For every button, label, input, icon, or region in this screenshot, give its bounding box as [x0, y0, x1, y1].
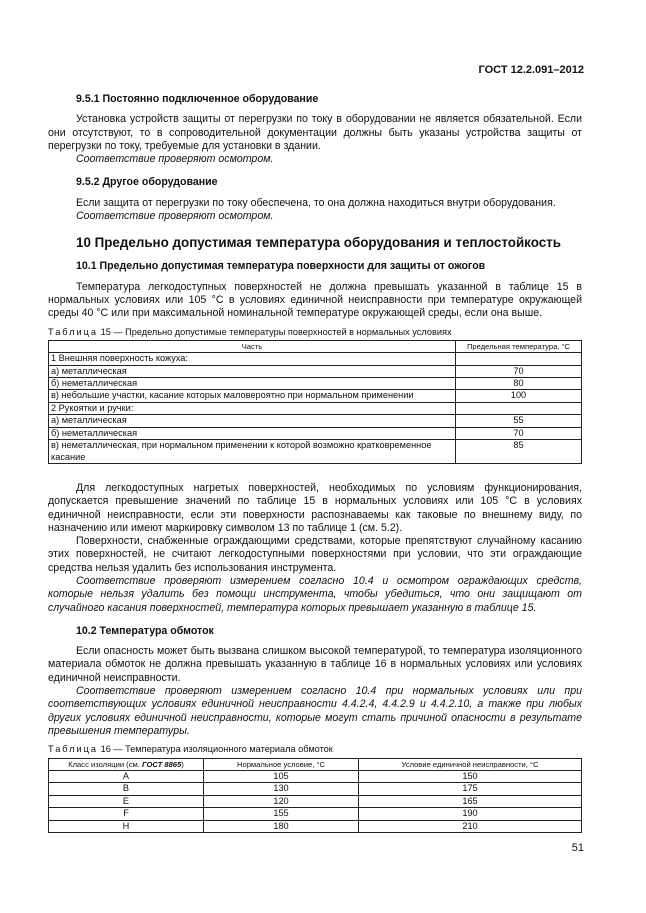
column-header-temperature: Предельная температура, °С	[456, 340, 582, 352]
table-15	[48, 340, 582, 464]
table-row: А 105 150	[49, 770, 582, 782]
paragraph: Если защита от перегрузки по току обеспечена, то она должна находиться внутри оборудования.	[76, 196, 556, 209]
column-header-normal: Нормальное условие, °С	[204, 758, 359, 770]
paragraph: Если опасность может быть вызвана слишком высокой температурой, то температура изоляционного материала обмоток не должна превышать указанную в таблице 16 в нормальных условиях или условиях единичной неисправности.	[48, 645, 582, 684]
column-header-part: Часть	[49, 340, 456, 352]
table-row: В 130 175	[49, 783, 582, 795]
table-row: Е 120 165	[49, 795, 582, 807]
table-row: а) металлическая 55	[49, 415, 582, 427]
paragraph: Поверхности, снабженные ограждающими средствами, которые препятствуют случайному касанию этих поверхностей, не считают легкодоступными поверхностями при условии, что эти ограждающие средства нельзя удалить без использования инструмента.	[48, 535, 582, 574]
column-header-fault: Условие единичной неисправности, °С	[359, 758, 582, 770]
table-row: в) неметаллическая, при нормальном применении к которой возможно кратковременное касание 85	[49, 440, 582, 464]
table-row: б) неметаллическая 80	[49, 378, 582, 390]
paragraph-compliance: Соответствие проверяют измерением согласно 10.4 при нормальных условиях или при соответствующих условиях единичной неисправности 4.4.2.4, 4.4.2.9 и 4.4.2.10, а также при любых других условиях единичной неисправности, которые могут стать причиной опасности в результате превышения температуры.	[48, 685, 582, 737]
document-code: ГОСТ 12.2.091–2012	[478, 64, 584, 76]
paragraph-compliance: Соответствие проверяют измерением согласно 10.4 и осмотром ограждающих средств, которые нельзя удалить без помощи инструмента, чтобы убедиться, что они защищают от случайного касания поверхностей, температура которых превышает указанную в таблице 15.	[48, 575, 582, 614]
page-content	[48, 93, 582, 833]
page-number: 51	[571, 842, 584, 854]
table-row: Н 180 210	[49, 820, 582, 832]
paragraph: Для легкодоступных нагретых поверхностей, необходимых по условиям функционирования, допускается превышение значений по таблице 15 в нормальных условиях или 105 °С в условиях единичной неисправности, если эти поверхности распознаваемы как таковые по внешнему виду, по назначению или имеют маркировку символом 13 по таблице 1 (см. 5.2).	[48, 481, 582, 534]
table-row: в) небольшие участки, касание которых маловероятно при нормальном применении 100	[49, 390, 582, 402]
table-16	[48, 758, 582, 833]
table-row: 1 Внешняя поверхность кожуха:	[49, 353, 582, 365]
table-row: F 155 190	[49, 808, 582, 820]
heading-9-5-1: 9.5.1 Постоянно подключенное оборудование	[76, 93, 319, 105]
heading-10: 10 Предельно допустимая температура оборудования и теплостойкость	[76, 235, 561, 251]
table-16-caption: Таблица 16 — Температура изоляционного материала обмоток	[48, 744, 333, 755]
table-row: 2 Рукоятки и ручки:	[49, 402, 582, 414]
table-row: б) неметаллическая 70	[49, 427, 582, 439]
paragraph: Температура легкодоступных поверхностей не должна превышать указанной в таблице 15 в нормальных условиях или 105 °С в условиях единичной неисправности при температуре окружающей среды 40 °С или при максимальной номинальной температуре окружающей среды, если она выше.	[48, 280, 582, 320]
paragraph: Установка устройств защиты от перегрузки по току в оборудовании не является обязательной. Если они отсутствуют, то в сопроводительной документации должны быть указаны устройства защиты от перегрузки по току, требуемые для установки в здании.	[48, 113, 582, 152]
column-header-insulation-class: Класс изоляции (см. ГОСТ 8865)	[49, 758, 204, 770]
table-15-caption: Таблица 15 — Предельно допустимые температуры поверхностей в нормальных условиях	[48, 326, 452, 337]
paragraph-compliance: Соответствие проверяют осмотром.	[76, 153, 274, 166]
paragraph-compliance: Соответствие проверяют осмотром.	[76, 210, 274, 223]
heading-10-2: 10.2 Температура обмоток	[76, 624, 214, 637]
heading-10-1: 10.1 Предельно допустимая температура поверхности для защиты от ожогов	[76, 260, 486, 273]
heading-9-5-2: 9.5.2 Другое оборудование	[76, 176, 218, 189]
table-row: а) металлическая 70	[49, 365, 582, 377]
